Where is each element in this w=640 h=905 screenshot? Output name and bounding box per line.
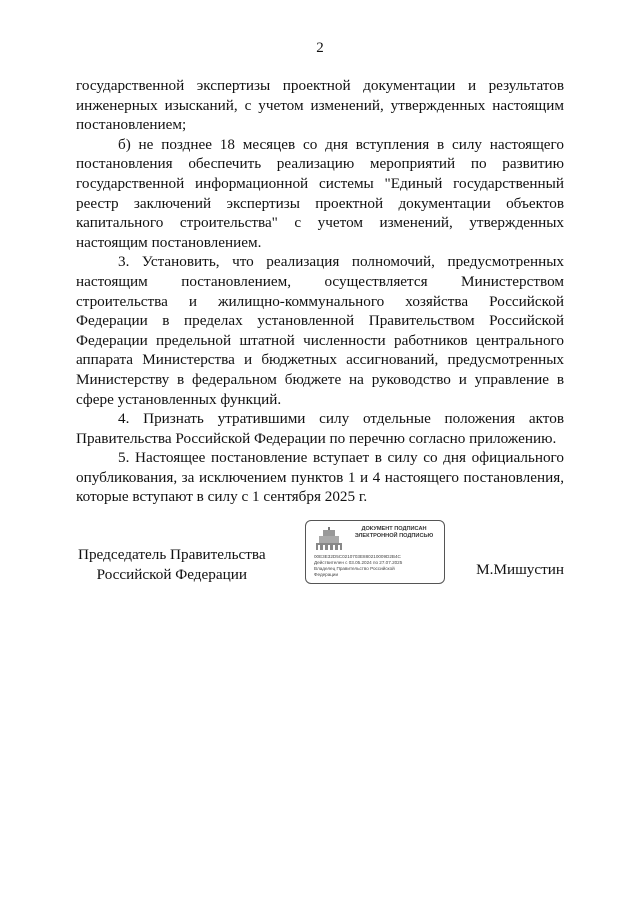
page-number: 2 (316, 40, 324, 56)
paragraph-item-4: 4. Признать утратившими силу отдельные положения актов Правительства Российской Федерации по перечню согласно приложению. (76, 410, 564, 447)
paragraph-item-5: 5. Настоящее постановление вступает в силу со дня официального опубликования, за исключением пунктов 1 и 4 настоящего постановления, которые вступают в силу с 1 сентября 2025 г. (76, 449, 564, 506)
document-body (76, 76, 564, 507)
stamp-header: ДОКУМЕНТ ПОДПИСАН ЭЛЕКТРОННОЙ ПОДПИСЬЮ (354, 526, 434, 539)
signer-name: М.Мишустин (476, 561, 564, 578)
paragraph-continuation: государственной экспертизы проектной документации и результатов инженерных изысканий, с учетом изменений, утвержденных настоящим постановлением; (76, 77, 564, 134)
certificate-serial: 00E3E32D5C0210703E880210009D2B4C (314, 554, 401, 559)
certificate-owner-cont: Федерации (314, 572, 339, 577)
signer-title: Председатель Правительства Российской Федерации (78, 546, 266, 583)
certificate-validity: Действителен с 03.05.2024 по 27.07.2025 (314, 560, 403, 565)
paragraph-item-b: б) не позднее 18 месяцев со дня вступления в силу настоящего постановления обеспечить реализацию мероприятий по развитию государственной информационной системы "Единый государственный реестр заключений экспертизы проектной документации объектов капитального строительства" с учетом изменений, утвержденных настоящим постановлением. (76, 135, 564, 251)
signature-block (0, 545, 640, 595)
paragraph-item-3: 3. Установить, что реализация полномочий, предусмотренных настоящим постановлением, осуществляется Министерством строительства и жилищно-коммунального хозяйства Российской Федерации в пределах установленной Правительством Российской Федерации предельной штатной численности работников центрального аппарата Министерства и бюджетных ассигнований, предусмотренных Министерству в федеральном бюджете на руководство и управление в сфере установленных функций. (76, 253, 564, 408)
certificate-owner: Владелец Правительство Российской (314, 566, 395, 571)
